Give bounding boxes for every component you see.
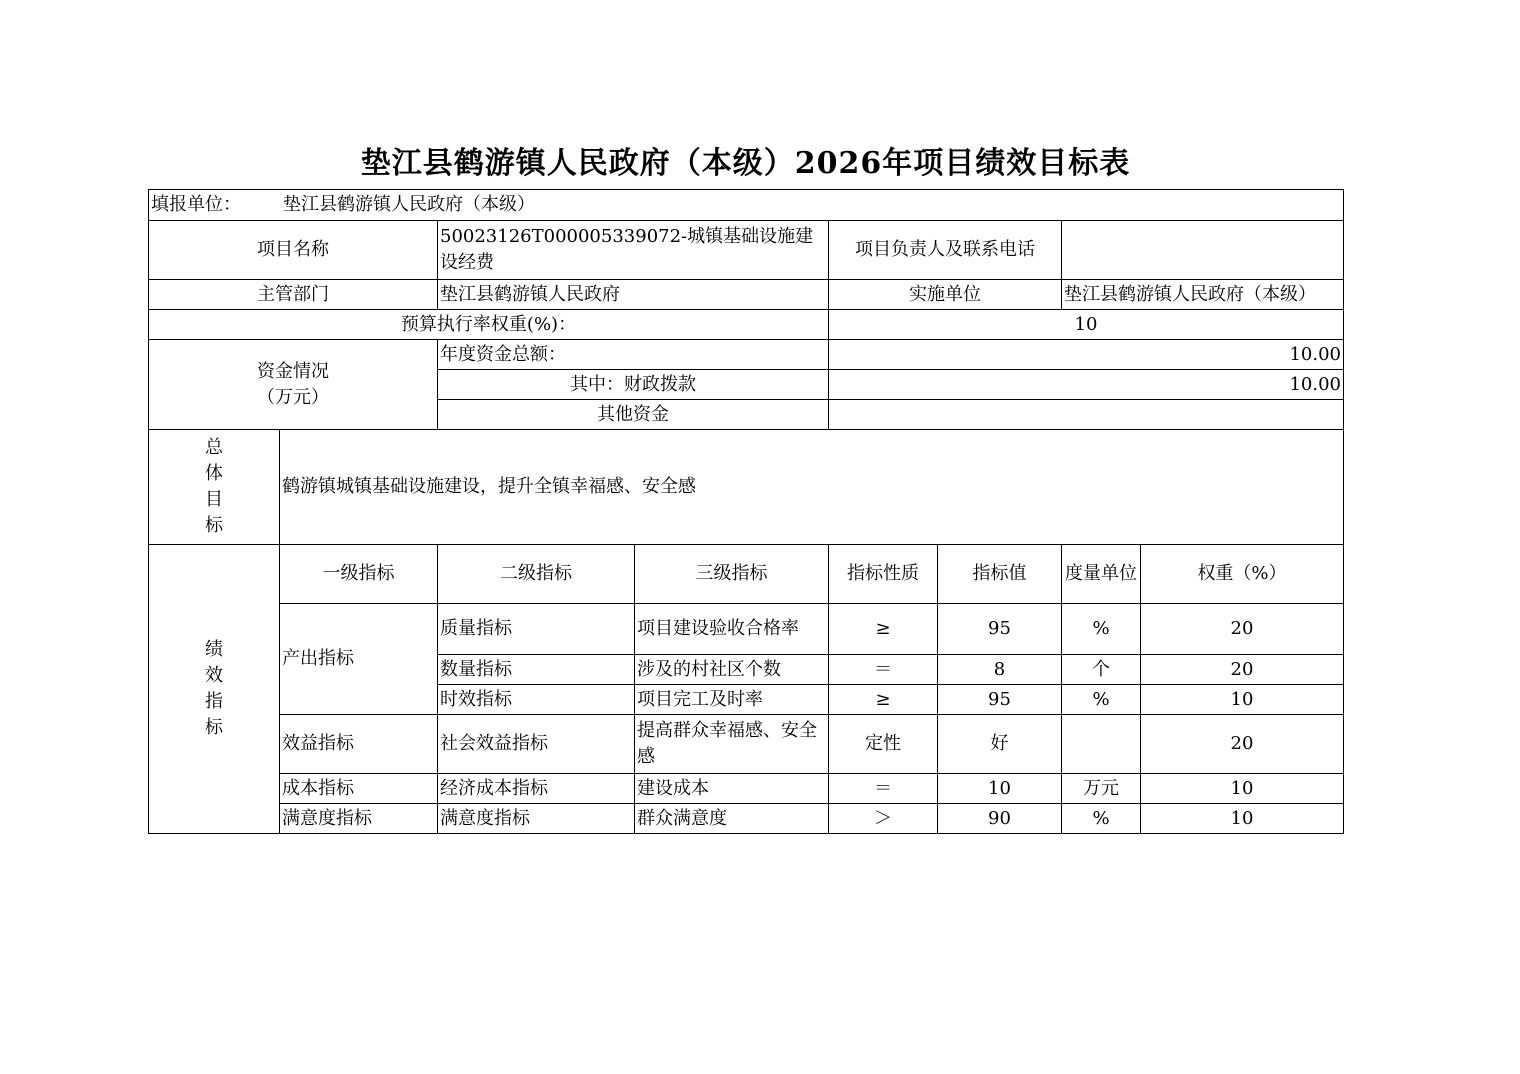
- header-unit: 度量单位: [1062, 545, 1141, 604]
- project-contact-value: [1062, 221, 1344, 280]
- header-weight: 权重（%）: [1141, 545, 1344, 604]
- overall-goal-row: [149, 430, 1344, 545]
- indicator-unit: 万元: [1062, 774, 1141, 804]
- table-row: [149, 774, 1344, 804]
- funds-total-row: [149, 340, 1344, 370]
- header-nature: 指标性质: [829, 545, 938, 604]
- project-name-value: 50023126T000005339072-城镇基础设施建设经费: [438, 221, 829, 280]
- overall-goal-char: 总: [205, 437, 223, 458]
- project-contact-label: 项目负责人及联系电话: [829, 221, 1062, 280]
- indicator-nature: ＝: [829, 774, 938, 804]
- budget-weight-row: [149, 310, 1344, 340]
- indicator-level3: 群众满意度: [635, 804, 829, 834]
- indicator-level1: 产出指标: [280, 604, 438, 715]
- indicator-unit: %: [1062, 804, 1141, 834]
- fill-unit-value: 垫江县鹤游镇人民政府（本级）: [283, 194, 535, 215]
- indicators-label: [149, 545, 280, 834]
- indicators-label-char: 指: [205, 691, 223, 712]
- overall-goal-char: 体: [205, 463, 223, 484]
- indicator-level3: 项目建设验收合格率: [635, 604, 829, 655]
- funds-fiscal-value: 10.00: [829, 370, 1344, 400]
- indicator-level2: 满意度指标: [438, 804, 635, 834]
- dept-row: [149, 280, 1344, 310]
- funds-total-label: 年度资金总额：: [438, 340, 829, 370]
- indicator-weight: 10: [1141, 804, 1344, 834]
- indicator-level2: 数量指标: [438, 655, 635, 685]
- indicator-weight: 10: [1141, 774, 1344, 804]
- overall-goal-char: 标: [205, 515, 223, 536]
- indicator-level2: 社会效益指标: [438, 715, 635, 774]
- indicators-label-char: 效: [205, 665, 223, 686]
- indicator-unit: %: [1062, 685, 1141, 715]
- indicator-weight: 20: [1141, 655, 1344, 685]
- fill-unit-cell: [149, 190, 1344, 221]
- funds-label: [149, 340, 438, 430]
- overall-goal-char: 目: [205, 489, 223, 510]
- indicator-value: 95: [938, 604, 1062, 655]
- indicator-level1: 满意度指标: [280, 804, 438, 834]
- indicator-level3: 建设成本: [635, 774, 829, 804]
- overall-goal-label: [149, 430, 280, 545]
- funds-label-line1: 资金情况: [257, 360, 329, 382]
- header-level2: 二级指标: [438, 545, 635, 604]
- indicator-level3: 提高群众幸福感、安全感: [635, 715, 829, 774]
- header-level1: 一级指标: [280, 545, 438, 604]
- impl-unit-value: 垫江县鹤游镇人民政府（本级）: [1062, 280, 1344, 310]
- indicator-nature: ＝: [829, 655, 938, 685]
- indicator-level3: 项目完工及时率: [635, 685, 829, 715]
- indicator-unit: %: [1062, 604, 1141, 655]
- indicator-level2: 质量指标: [438, 604, 635, 655]
- page-title: 垫江县鹤游镇人民政府（本级）2026年项目绩效目标表: [360, 146, 1131, 181]
- funds-label-line2: （万元）: [257, 386, 329, 408]
- indicator-level3: 涉及的村社区个数: [635, 655, 829, 685]
- indicator-nature: ≥: [829, 685, 938, 715]
- indicator-level1: 效益指标: [280, 715, 438, 774]
- indicator-value: 10: [938, 774, 1062, 804]
- dept-label: 主管部门: [149, 280, 438, 310]
- table-row: [149, 804, 1344, 834]
- indicator-value: 95: [938, 685, 1062, 715]
- header-level3: 三级指标: [635, 545, 829, 604]
- overall-goal-text: 鹤游镇城镇基础设施建设，提升全镇幸福感、安全感: [280, 430, 1344, 545]
- fill-unit-row: [149, 190, 1344, 221]
- fill-unit-label: 填报单位：: [151, 194, 241, 215]
- indicator-unit: 个: [1062, 655, 1141, 685]
- funds-fiscal-label: 其中：财政拨款: [438, 370, 829, 400]
- indicators-label-char: 绩: [205, 639, 223, 660]
- indicator-weight: 20: [1141, 715, 1344, 774]
- indicator-weight: 10: [1141, 685, 1344, 715]
- impl-unit-label: 实施单位: [829, 280, 1062, 310]
- indicator-level1: 成本指标: [280, 774, 438, 804]
- funds-other-label: 其他资金: [438, 400, 829, 430]
- indicator-level2: 时效指标: [438, 685, 635, 715]
- header-value: 指标值: [938, 545, 1062, 604]
- performance-target-table: [148, 189, 1344, 834]
- indicator-value: 好: [938, 715, 1062, 774]
- project-name-row: [149, 221, 1344, 280]
- indicator-value: 90: [938, 804, 1062, 834]
- indicator-nature: 定性: [829, 715, 938, 774]
- indicator-weight: 20: [1141, 604, 1344, 655]
- indicators-label-char: 标: [205, 717, 223, 738]
- indicator-header-row: [149, 545, 1344, 604]
- table-row: [149, 604, 1344, 655]
- indicator-level2: 经济成本指标: [438, 774, 635, 804]
- project-name-label: 项目名称: [149, 221, 438, 280]
- table-row: [149, 715, 1344, 774]
- indicator-nature: ≥: [829, 604, 938, 655]
- indicator-value: 8: [938, 655, 1062, 685]
- indicator-unit: [1062, 715, 1141, 774]
- funds-total-value: 10.00: [829, 340, 1344, 370]
- budget-weight-label: 预算执行率权重(%)：: [149, 310, 829, 340]
- funds-other-value: [829, 400, 1344, 430]
- dept-value: 垫江县鹤游镇人民政府: [438, 280, 829, 310]
- indicator-nature: ＞: [829, 804, 938, 834]
- budget-weight-value: 10: [829, 310, 1344, 340]
